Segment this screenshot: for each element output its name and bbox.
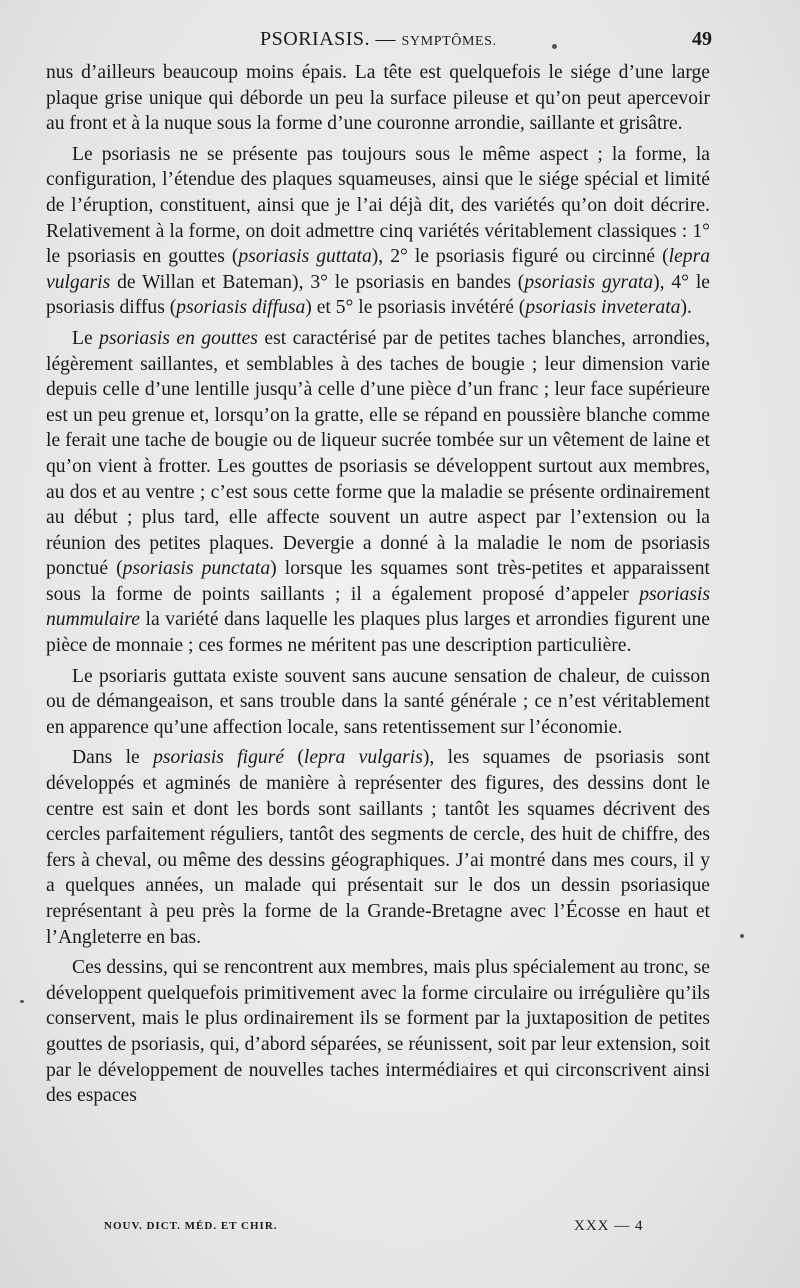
text-run: Dans le bbox=[72, 747, 154, 769]
body-text bbox=[46, 60, 710, 1109]
italic-term: psoriasis guttata bbox=[238, 246, 372, 268]
italic-term: psoriasis en gouttes bbox=[99, 327, 258, 349]
footer-signature: NOUV. DICT. MÉD. ET CHIR. bbox=[104, 1220, 278, 1232]
text-run: Ces dessins, qui se rencontrent aux membres, mais plus spécialement au tronc, se développent quelquefois primitivement avec la forme circulaire ou irrégulière qu’ils conservent, mais le plus ordinairement ils se forment par la juxtaposition de petites gouttes de psoriasis, qui, d’abord séparées, se réunissent, soit par leur extension, soit par le développement de nouvelles taches intermédiaires et qui circonscrivent ainsi des espaces bbox=[46, 957, 710, 1107]
page-number: 49 bbox=[692, 28, 712, 50]
running-head-title bbox=[260, 28, 497, 51]
footer-volume: XXX — 4 bbox=[574, 1218, 644, 1234]
text-run: Le psoriaris guttata existe souvent sans aucune sensation de chaleur, de cuisson ou de démangeaison, et sans trouble dans la santé générale ; ce n’est véritablement en apparence qu’une affection locale, sans retentissement sur l’économie. bbox=[46, 665, 710, 738]
text-run: de Willan et Bateman), 3° le psoriasis en bandes ( bbox=[110, 271, 525, 293]
italic-term: lepra vulgaris bbox=[46, 246, 711, 293]
italic-term: psoriasis diffusa bbox=[176, 297, 306, 319]
running-head bbox=[48, 26, 712, 56]
text-run: ) et 5° le psoriasis invétéré ( bbox=[305, 297, 526, 319]
italic-term: psoriasis inveterata bbox=[525, 297, 681, 319]
italic-term: psoriasis gyrata bbox=[524, 271, 654, 293]
text-run: ( bbox=[284, 747, 304, 769]
running-head-section: SYMPTÔMES. bbox=[401, 34, 497, 49]
paragraph bbox=[46, 142, 710, 321]
print-speck bbox=[740, 934, 744, 938]
text-run: ). bbox=[680, 297, 692, 319]
paragraph bbox=[46, 60, 710, 137]
text-run: ), 4° le psoriasis diffus ( bbox=[46, 271, 710, 319]
paragraph bbox=[46, 745, 710, 950]
italic-term: lepra vulgaris bbox=[303, 747, 423, 769]
page-footer bbox=[104, 1218, 664, 1242]
text-run: la variété dans laquelle les plaques plus larges et arrondies figurent une pièce de monnaie ; ces formes ne méritent pas une description particulière. bbox=[46, 609, 710, 657]
italic-term: psoriasis figuré bbox=[153, 747, 285, 769]
text-run: ) lorsque les squames sont très-petites et apparaissent sous la forme de points saillants ; il a également proposé d’appeler bbox=[46, 558, 711, 605]
text-run: Le psoriasis ne se présente pas toujours sous le même aspect ; la forme, la configuration, l’étendue des plaques squameuses, ainsi que le siége spécial et limité de l’éruption, constituent, ainsi que je l’ai déjà dit, des variétés qu’on doit décrire. Relativement à la forme, on doit admettre cinq variétés véritablement classiques : 1° le psoriasis en gouttes ( bbox=[46, 143, 710, 268]
text-run: nus d’ailleurs beaucoup moins épais. La tête est quelquefois le siége d’une large plaque grise unique qui déborde un peu la surface pileuse et qu’on peut apercevoir au front et à la nuque sous la forme d’une couronne arrondie, saillante et grisâtre. bbox=[46, 62, 710, 135]
text-run: ), les squames de psoriasis sont développés et agminés de manière à représenter des figures, des dessins dont le centre est sain et dont les bords sont saillants ; tantôt les squames décrivent des cercles parfaitement réguliers, tantôt des segments de cercle, des huit de chiffre, des fers à cheval, ou même des dessins géographiques. J’ai montré dans mes cours, il y a quelques années, un malade qui présentait sur le dos un dessin psoriasique représentant à peu près la forme de la Grande-Bretagne avec l’Écosse en haut et l’Angleterre en bas. bbox=[46, 747, 710, 948]
paragraph bbox=[46, 664, 710, 741]
text-run: ), 2° le psoriasis figuré ou circinné ( bbox=[371, 246, 669, 268]
text-run: Le bbox=[72, 327, 100, 349]
italic-term: psoriasis nummulaire bbox=[46, 583, 710, 631]
italic-term: psoriasis punctata bbox=[122, 558, 271, 580]
text-run: est caractérisé par de petites taches blanches, arrondies, légèrement saillantes, et semblables à des taches de bougie ; leur dimension varie depuis celle d’une lentille jusqu’à celle d’une pièce d’un franc ; leur face supérieure est un peu grenue et, lorsqu’on la gratte, elle se répand en poussière blanche comme le ferait une tache de bougie ou de liqueur sucrée tombée sur un vêtement de laine et qu’on vient à frotter. Les gouttes de psoriasis se développent surtout aux membres, au dos et au ventre ; c’est sous cette forme que la maladie se présente ordinairement au début ; plus tard, elle affecte souvent un autre aspect par l’extension ou la réunion des petites plaques. Devergie a donné à la maladie le nom de psoriasis ponctué ( bbox=[46, 327, 710, 580]
running-head-main: PSORIASIS. — bbox=[260, 28, 397, 50]
paragraph bbox=[46, 955, 710, 1109]
paragraph bbox=[46, 326, 710, 659]
print-speck bbox=[20, 1000, 24, 1003]
print-speck bbox=[552, 44, 557, 49]
